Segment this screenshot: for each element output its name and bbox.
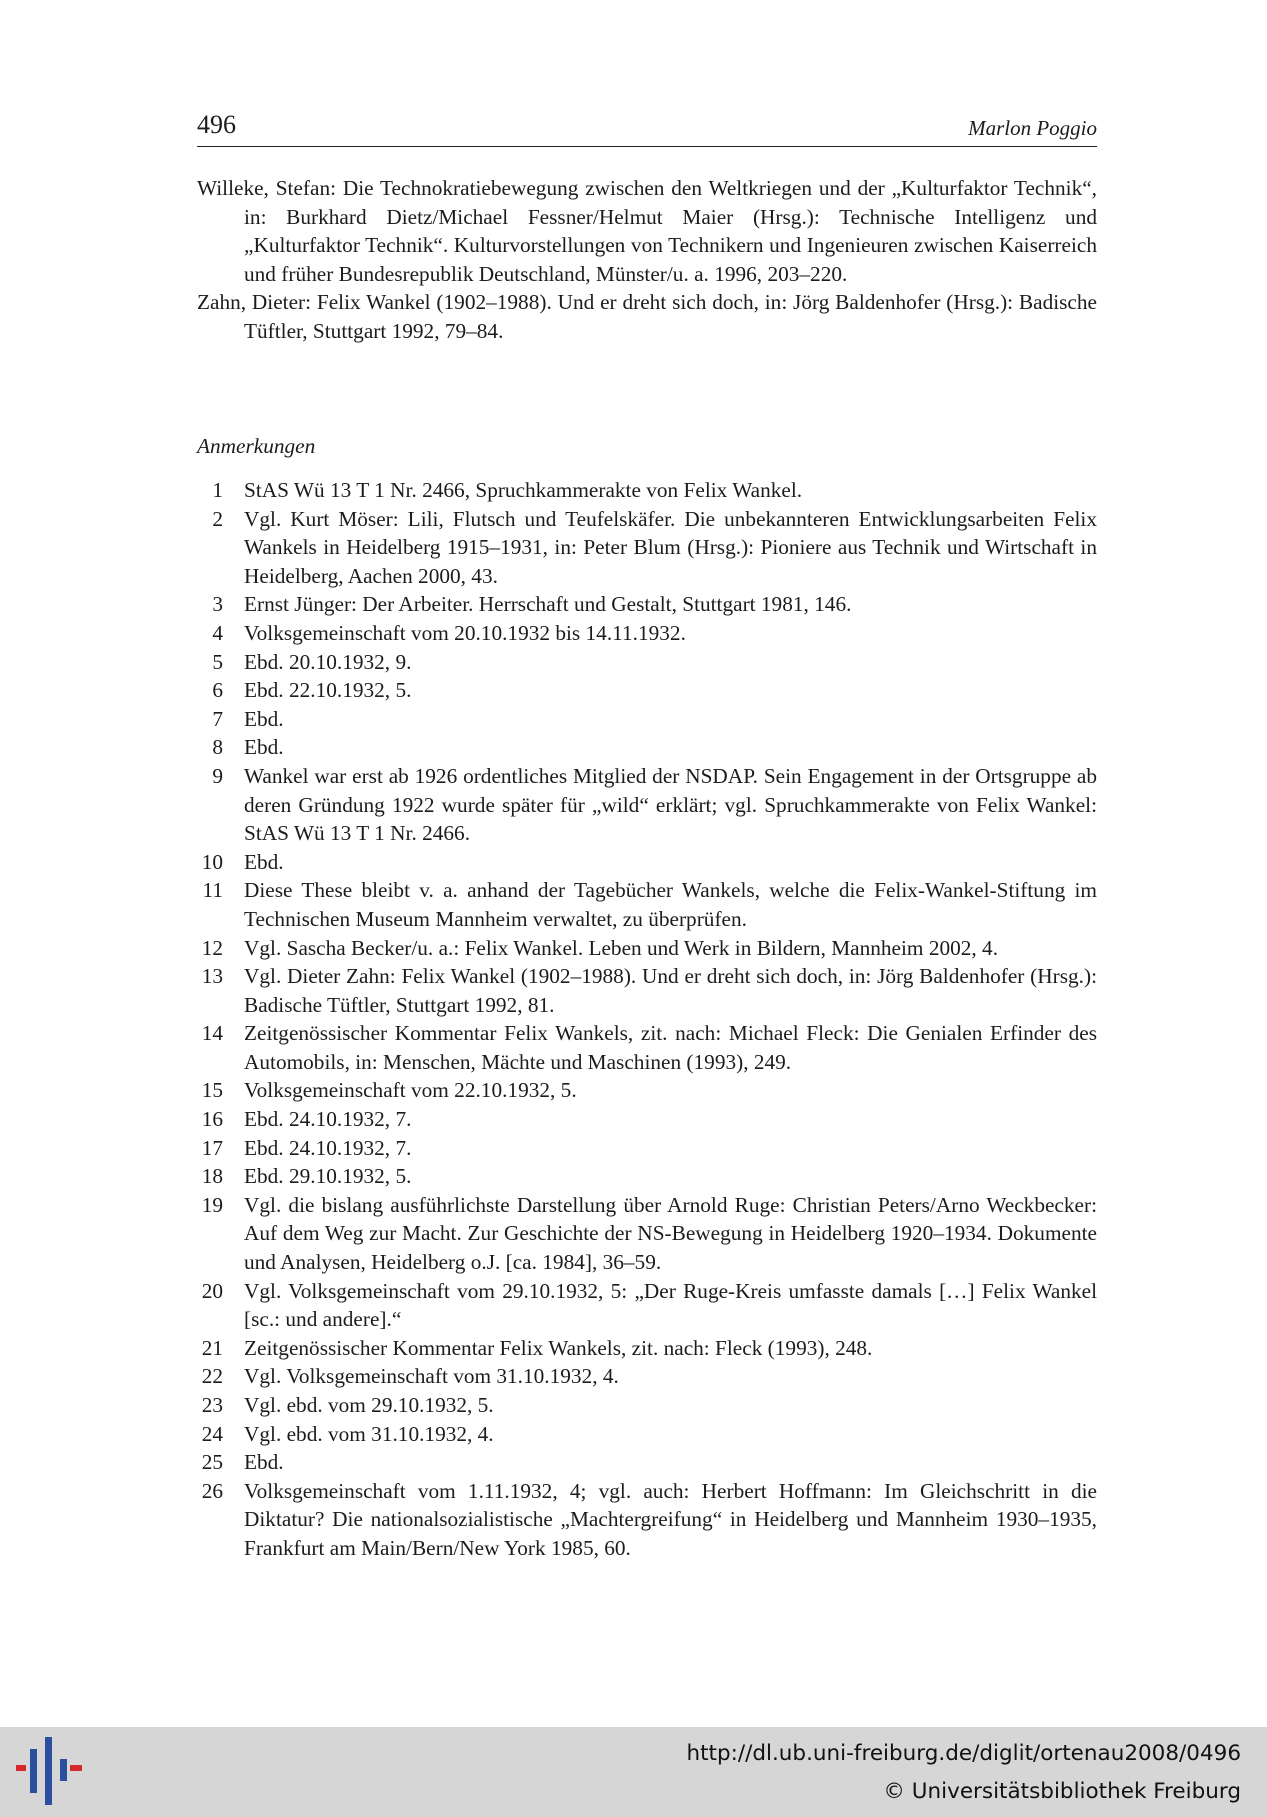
note-number: 2 xyxy=(212,506,223,531)
note-number: 19 xyxy=(201,1192,223,1217)
note-number: 7 xyxy=(212,706,223,731)
note-number: 11 xyxy=(202,878,223,903)
note-item xyxy=(197,505,1097,591)
note-number: 25 xyxy=(201,1450,223,1475)
footer-bar xyxy=(0,1727,1267,1817)
footer-url[interactable]: http://dl.ub.uni-freiburg.de/diglit/ortenau2008/0496 xyxy=(686,1741,1241,1766)
running-head xyxy=(197,108,1097,147)
note-text: Ebd. xyxy=(244,706,284,731)
ub-freiburg-logo-icon xyxy=(14,1735,84,1807)
note-number: 5 xyxy=(212,649,223,674)
note-text: Volksgemeinschaft vom 1.11.1932, 4; vgl. auch: Herbert Hoffmann: Im Gleichschritt in die Diktatur? Die nationalsozialistische „Machtergreifung“ in Heidelberg und Mannheim 1930–1935, Frankfurt am Main/Bern/New York 1985, 60. xyxy=(244,1478,1097,1560)
note-text: Ernst Jünger: Der Arbeiter. Herrschaft und Gestalt, Stuttgart 1981, 146. xyxy=(244,592,852,617)
note-item xyxy=(197,1391,1097,1420)
note-text: Ebd. 20.10.1932, 9. xyxy=(244,649,412,674)
note-item xyxy=(197,676,1097,705)
note-number: 20 xyxy=(201,1278,223,1303)
note-text: Vgl. Volksgemeinschaft vom 31.10.1932, 4. xyxy=(244,1364,619,1389)
bibliography-entry: Zahn, Dieter: Felix Wankel (1902–1988). Und er dreht sich doch, in: Jörg Baldenhofer (Hrsg.): Badische Tüftler, Stuttgart 1992, 79–84. xyxy=(197,290,1097,343)
notes-list xyxy=(197,476,1097,1563)
note-text: Vgl. ebd. vom 31.10.1932, 4. xyxy=(244,1421,494,1446)
note-text: Wankel war erst ab 1926 ordentliches Mitglied der NSDAP. Sein Engagement in der Ortsgruppe ab deren Gründung 1922 wurde später für „wild“ erklärt; vgl. Spruchkammerakte von Felix Wankel: StAS Wü 13 T 1 Nr. 2466. xyxy=(244,763,1097,846)
note-item xyxy=(197,1019,1097,1076)
note-item xyxy=(197,848,1097,877)
note-number: 23 xyxy=(201,1393,223,1417)
note-item xyxy=(197,934,1097,963)
running-head-author: Marlon Poggio xyxy=(968,116,1097,140)
note-item xyxy=(197,590,1097,619)
note-text: Ebd. 24.10.1932, 7. xyxy=(244,1135,412,1160)
note-item xyxy=(197,1448,1097,1477)
note-text: Zeitgenössischer Kommentar Felix Wankels, zit. nach: Michael Fleck: Die Genialen Erfinder des Automobils, in: Menschen, Mächte und Maschinen (1993), 249. xyxy=(244,1021,1097,1074)
note-item xyxy=(197,648,1097,677)
note-text: Volksgemeinschaft vom 20.10.1932 bis 14.11.1932. xyxy=(244,620,686,645)
note-item xyxy=(197,1105,1097,1134)
note-number: 10 xyxy=(201,849,223,874)
note-number: 3 xyxy=(212,592,223,617)
note-number: 8 xyxy=(212,735,223,760)
note-number: 9 xyxy=(212,763,223,788)
note-text: Zeitgenössischer Kommentar Felix Wankels, zit. nach: Fleck (1993), 248. xyxy=(244,1335,873,1360)
note-text: Ebd. xyxy=(244,1450,284,1475)
note-text: Ebd. xyxy=(244,849,284,874)
note-text: Vgl. Kurt Möser: Lili, Flutsch und Teufelskäfer. Die unbekannteren Entwicklungsarbeiten Felix Wankels in Heidelberg 1915–1931, in: Peter Blum (Hrsg.): Pioniere aus Technik und Wirtschaft in Heidelberg, Aachen 2000, 43. xyxy=(244,506,1097,588)
note-item xyxy=(197,1334,1097,1363)
note-text: Vgl. die bislang ausführlichste Darstellung über Arnold Ruge: Christian Peters/Arno Weckbecker: Auf dem Weg zur Macht. Zur Geschichte der NS-Bewegung in Heidelberg 1920–1934. Dokumente und Analysen, Heidelberg o.J. [ca. 1984], 36–59. xyxy=(244,1192,1097,1275)
note-number: 21 xyxy=(201,1335,223,1360)
footer-copyright: © Universitätsbibliothek Freiburg xyxy=(883,1779,1241,1804)
note-item xyxy=(197,1076,1097,1105)
note-number: 14 xyxy=(201,1021,223,1046)
note-number: 26 xyxy=(201,1478,223,1503)
notes-heading: Anmerkungen xyxy=(197,434,316,458)
note-text: Vgl. Dieter Zahn: Felix Wankel (1902–1988). Und er dreht sich doch, in: Jörg Baldenhofer (Hrsg.): Badische Tüftler, Stuttgart 1992, 81. xyxy=(244,964,1097,1017)
note-text: Volksgemeinschaft vom 22.10.1932, 5. xyxy=(244,1078,577,1103)
bibliography xyxy=(197,174,1097,346)
note-item xyxy=(197,962,1097,1019)
note-item xyxy=(197,733,1097,762)
note-text: Ebd. xyxy=(244,735,284,760)
note-item xyxy=(197,1420,1097,1449)
note-text: Diese These bleibt v. a. anhand der Tagebücher Wankels, welche die Felix-Wankel-Stiftung im Technischen Museum Mannheim verwaltet, zu überprüfen. xyxy=(244,878,1097,931)
note-text: Vgl. ebd. vom 29.10.1932, 5. xyxy=(244,1393,494,1417)
note-item xyxy=(197,1362,1097,1391)
note-item xyxy=(197,1477,1097,1563)
note-number: 12 xyxy=(201,935,223,960)
note-number: 4 xyxy=(212,620,223,645)
note-text: Vgl. Volksgemeinschaft vom 29.10.1932, 5: „Der Ruge-Kreis umfasste damals […] Felix Wankel [sc.: und andere].“ xyxy=(244,1278,1097,1332)
note-item xyxy=(197,619,1097,648)
note-text: Ebd. 22.10.1932, 5. xyxy=(244,678,412,703)
note-text: Ebd. 24.10.1932, 7. xyxy=(244,1107,412,1132)
note-number: 18 xyxy=(201,1164,223,1189)
note-item xyxy=(197,705,1097,734)
note-item xyxy=(197,1191,1097,1277)
note-text: Ebd. 29.10.1932, 5. xyxy=(244,1164,412,1189)
note-item xyxy=(197,876,1097,933)
note-item xyxy=(197,762,1097,848)
note-number: 1 xyxy=(212,478,223,502)
note-number: 15 xyxy=(201,1078,223,1103)
note-text: Vgl. Sascha Becker/u. a.: Felix Wankel. Leben und Werk in Bildern, Mannheim 2002, 4. xyxy=(244,935,999,960)
note-item xyxy=(197,1134,1097,1163)
note-item xyxy=(197,476,1097,505)
note-item xyxy=(197,1162,1097,1191)
note-number: 24 xyxy=(201,1421,223,1446)
note-number: 6 xyxy=(212,678,223,703)
page-number: 496 xyxy=(197,110,236,139)
note-number: 17 xyxy=(201,1135,223,1160)
note-number: 13 xyxy=(201,964,223,989)
note-text: StAS Wü 13 T 1 Nr. 2466, Spruchkammerakte von Felix Wankel. xyxy=(244,478,803,502)
note-number: 22 xyxy=(201,1364,223,1389)
bibliography-entry: Willeke, Stefan: Die Technokratiebewegung zwischen den Weltkriegen und der „Kulturfaktor Technik“, in: Burkhard Dietz/Michael Fessner/Helmut Maier (Hrsg.): Technische Intelligenz und „Kulturfaktor Technik“. Kulturvorstellungen von Technikern und Ingenieuren zwischen Kaiserreich und früher Bundesrepublik Deutschland, Münster/u. a. 1996, 203–220. xyxy=(197,176,1097,286)
note-number: 16 xyxy=(201,1107,223,1132)
note-item xyxy=(197,1277,1097,1334)
